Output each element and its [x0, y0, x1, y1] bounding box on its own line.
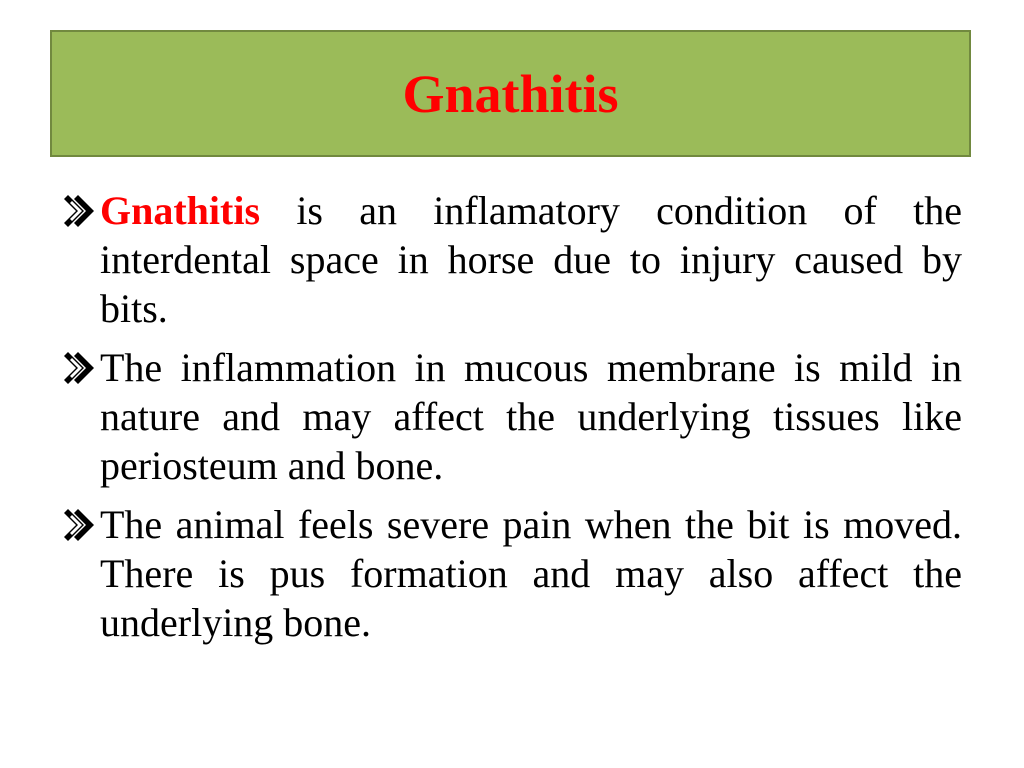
bullet-item — [58, 343, 962, 490]
bullet-text: The inflammation in mucous membrane is mild in nature and may affect the underlying tissues like periosteum and bone. — [100, 345, 962, 488]
slide-title: Gnathitis — [402, 63, 619, 124]
bullet-text: is an inflamatory condition of the interdental space in horse due to injury caused by bits. — [100, 188, 962, 331]
bullet-item — [58, 186, 962, 333]
title-banner — [50, 30, 971, 157]
arrow-bullet-icon — [60, 348, 96, 388]
bullet-text: The animal feels severe pain when the bit is moved. There is pus formation and may also affect the underlying bone. — [100, 502, 962, 645]
arrow-bullet-icon — [60, 191, 96, 231]
highlight-term: Gnathitis — [100, 188, 261, 233]
arrow-bullet-icon — [60, 505, 96, 545]
bullet-list — [58, 186, 962, 657]
bullet-item — [58, 500, 962, 647]
